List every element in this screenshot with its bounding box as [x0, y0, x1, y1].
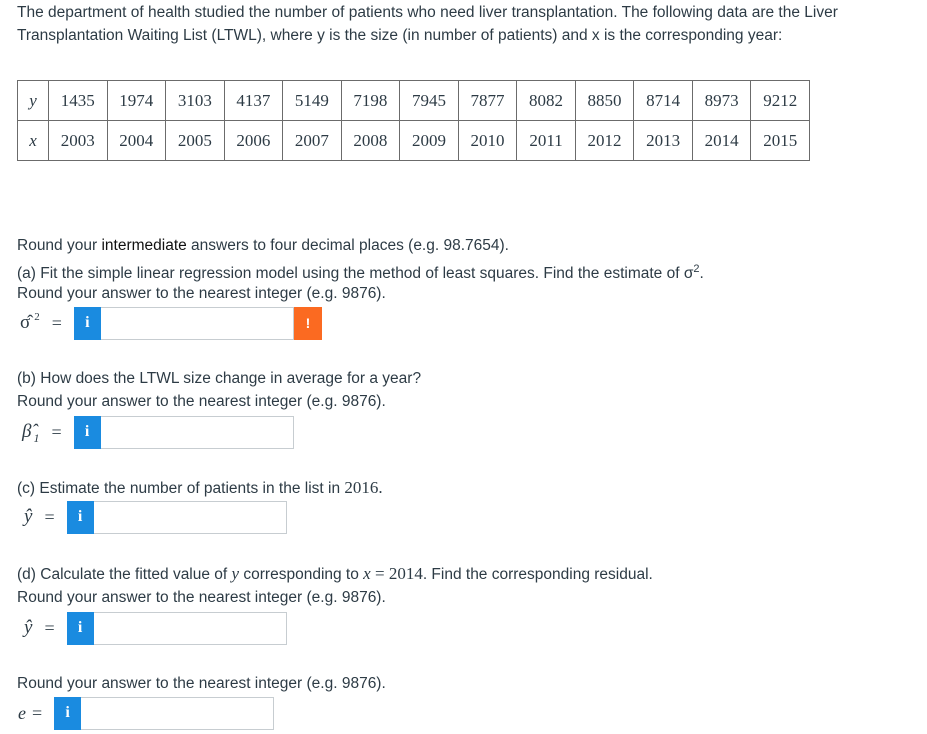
info-icon[interactable]: i — [74, 416, 101, 449]
table-cell-y: 1974 — [107, 81, 166, 121]
part-d-x: x — [363, 564, 371, 583]
table-cell-x: 2003 — [49, 121, 108, 161]
beta-hat-sub: 1 — [33, 430, 40, 445]
table-cell-x: 2010 — [458, 121, 517, 161]
part-d-answer-row — [24, 610, 287, 646]
rounding-instruction — [17, 234, 509, 257]
table-cell-y: 8714 — [634, 81, 693, 121]
table-row-y — [18, 81, 810, 121]
part-c-answer-row — [24, 499, 287, 535]
residual-label: e — [18, 702, 26, 723]
data-table — [17, 80, 810, 161]
table-cell-x: 2008 — [341, 121, 400, 161]
table-row-label: x — [18, 121, 49, 161]
instruction-text-end: answers to four decimal places (e.g. 98.7654). — [186, 237, 509, 254]
y-hat-label: ŷ — [24, 506, 33, 527]
table-cell-x: 2006 — [224, 121, 283, 161]
table-cell-x: 2007 — [283, 121, 342, 161]
part-d-y: y — [231, 564, 240, 583]
part-a-question-text: (a) Fit the simple linear regression model using the method of least squares. Find the estimate of σ — [17, 265, 694, 283]
table-cell-y: 8973 — [692, 81, 751, 121]
part-a-question-end: . — [699, 265, 704, 283]
table-cell-y: 7877 — [458, 81, 517, 121]
residual-input[interactable] — [81, 697, 274, 730]
equals-sign: = — [44, 506, 55, 527]
table-cell-y: 7198 — [341, 81, 400, 121]
part-c-question-text: (c) Estimate the number of patients in the list in — [17, 480, 345, 497]
part-d-eq: = — [370, 564, 389, 583]
sigma-squared-input[interactable] — [101, 307, 294, 340]
sigma-hat-sup: 2 — [34, 311, 40, 323]
table-cell-y: 8082 — [517, 81, 576, 121]
table-cell-x: 2014 — [692, 121, 751, 161]
info-icon[interactable]: i — [54, 697, 81, 730]
intro-line-2: Transplantation Waiting List (LTWL), where y is the size (in number of patients) and x is the corresponding year: — [17, 27, 783, 44]
table-cell-x: 2004 — [107, 121, 166, 161]
equals-sign: = — [32, 702, 43, 723]
part-e-round: Round your answer to the nearest integer (e.g. 9876). — [17, 675, 386, 692]
part-a-question-sup: 2 — [693, 263, 700, 275]
beta-hat-label — [22, 421, 39, 443]
part-c-question — [17, 476, 383, 500]
table-row-x — [18, 121, 810, 161]
part-b-answer-row — [22, 414, 294, 450]
intro-line-1: The department of health studied the number of patients who need liver transplantation. The following data are the Liver — [17, 4, 838, 21]
equals-sign: = — [51, 312, 62, 333]
sigma-hat-symbol: σ̂ — [20, 312, 31, 333]
part-d-year: 2014 — [388, 564, 423, 583]
part-b-question: (b) How does the LTWL size change in average for a year? — [17, 370, 422, 387]
beta-1-input[interactable] — [101, 416, 294, 449]
table-cell-y: 4137 — [224, 81, 283, 121]
y-hat-label: ŷ — [24, 617, 33, 638]
sigma-hat-label — [20, 312, 40, 334]
warning-icon[interactable]: ! — [294, 307, 322, 340]
info-icon[interactable]: i — [67, 612, 94, 645]
table-cell-y: 5149 — [283, 81, 342, 121]
part-c-year: 2016. — [344, 478, 383, 497]
info-icon[interactable]: i — [67, 501, 94, 534]
table-cell-y: 7945 — [400, 81, 459, 121]
table-cell-x: 2013 — [634, 121, 693, 161]
equals-sign: = — [44, 617, 55, 638]
table-row-label: y — [18, 81, 49, 121]
table-cell-x: 2015 — [751, 121, 810, 161]
part-d-text-2: corresponding to — [239, 566, 364, 583]
part-d-question — [17, 562, 653, 586]
intro-text — [17, 1, 838, 47]
y-hat-2016-input[interactable] — [94, 501, 287, 534]
equals-sign: = — [51, 421, 62, 442]
part-b-round: Round your answer to the nearest integer (e.g. 9876). — [17, 393, 386, 410]
table-cell-x: 2011 — [517, 121, 576, 161]
table-cell-y: 8850 — [575, 81, 634, 121]
table-cell-x: 2005 — [166, 121, 225, 161]
part-e-answer-row — [18, 695, 274, 731]
part-d-text-3: . Find the corresponding residual. — [422, 566, 653, 583]
fitted-value-input[interactable] — [94, 612, 287, 645]
table-cell-y: 9212 — [751, 81, 810, 121]
info-icon[interactable]: i — [74, 307, 101, 340]
part-a-answer-row — [20, 305, 322, 341]
beta-hat-symbol: β̂ — [22, 421, 32, 442]
table-cell-y: 1435 — [49, 81, 108, 121]
table-cell-x: 2012 — [575, 121, 634, 161]
instruction-text: Round your — [17, 237, 102, 254]
table-cell-y: 3103 — [166, 81, 225, 121]
instruction-bold: intermediate — [101, 237, 187, 254]
part-a-round: Round your answer to the nearest integer (e.g. 9876). — [17, 285, 386, 302]
table-cell-x: 2009 — [400, 121, 459, 161]
part-d-text-1: (d) Calculate the fitted value of — [17, 566, 232, 583]
part-d-round: Round your answer to the nearest integer (e.g. 9876). — [17, 589, 386, 606]
